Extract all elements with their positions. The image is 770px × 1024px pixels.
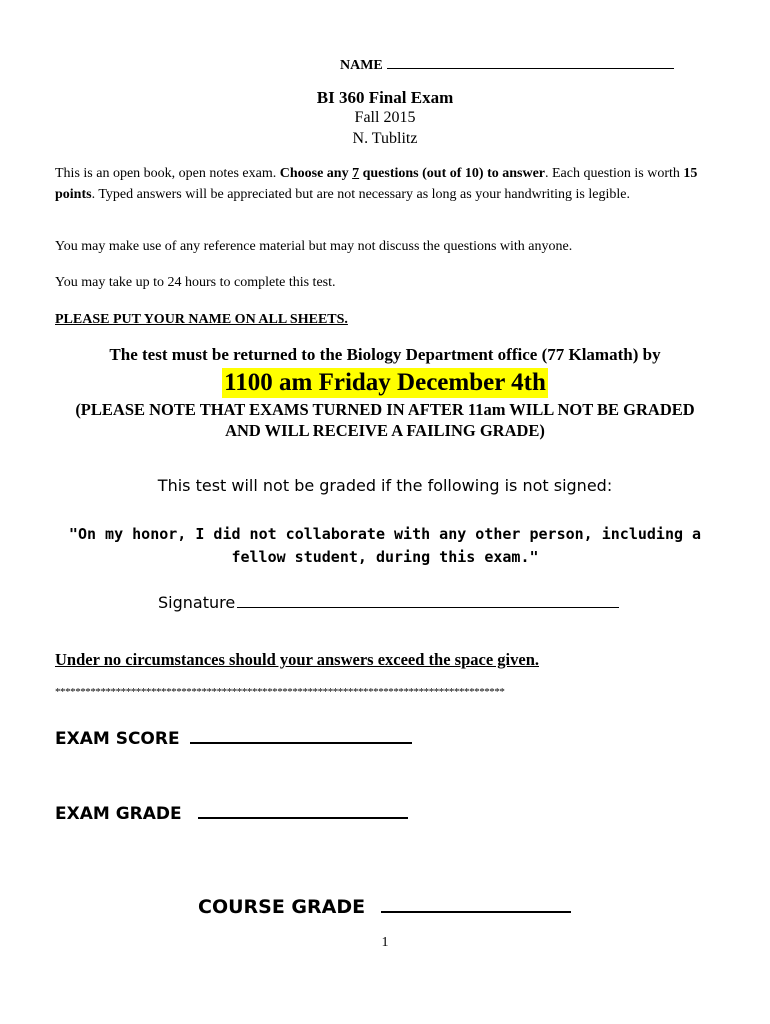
deadline-wrapper: [0, 368, 770, 398]
exam-grade-field[interactable]: [55, 802, 408, 824]
exam-term: Fall 2015: [354, 109, 416, 126]
exam-grade-label: EXAM GRADE: [55, 804, 182, 824]
exam-instructor: N. Tublitz: [352, 130, 418, 147]
name-blank-line[interactable]: [387, 56, 674, 69]
exam-score-blank-line[interactable]: [190, 727, 412, 744]
name-label: NAME: [340, 58, 383, 73]
name-field[interactable]: [340, 56, 674, 74]
course-grade-label: COURSE GRADE: [198, 896, 366, 918]
time-limit-paragraph: You may take up to 24 hours to complete this test.: [55, 275, 336, 290]
course-grade-blank-line[interactable]: [381, 896, 571, 913]
exam-score-field[interactable]: [55, 727, 412, 749]
exam-grade-blank-line[interactable]: [198, 802, 408, 819]
deadline-highlight: 1100 am Friday December 4th: [224, 369, 546, 396]
asterisk-divider: *****************************************************************************************: [55, 686, 505, 698]
signature-field[interactable]: [158, 593, 619, 612]
signature-requirement-note: This test will not be graded if the following is not signed:: [157, 476, 613, 495]
space-warning: Under no circumstances should your answers exceed the space given.: [55, 650, 539, 669]
return-instructions: The test must be returned to the Biology Department office (77 Klamath) by: [109, 345, 661, 364]
page-number: 1: [381, 935, 389, 950]
course-grade-field[interactable]: [198, 896, 571, 918]
name-on-sheets-notice: PLEASE PUT YOUR NAME ON ALL SHEETS.: [55, 312, 348, 327]
reference-paragraph: You may make use of any reference material but may not discuss the questions with anyone.: [55, 239, 573, 254]
honor-statement: "On my honor, I did not collaborate with any other person, including a fellow student, during this exam.": [68, 525, 702, 566]
exam-score-label: EXAM SCORE: [55, 729, 180, 749]
exam-title: BI 360 Final Exam: [316, 88, 454, 107]
late-submission-note: (PLEASE NOTE THAT EXAMS TURNED IN AFTER 11am WILL NOT BE GRADED AND WILL RECEIVE A FAILING GRADE): [75, 400, 695, 440]
signature-blank-line[interactable]: [237, 593, 619, 608]
instructions-paragraph: This is an open book, open notes exam. Choose any 7 questions (out of 10) to answer. Each question is worth 15 points. Typed answers will be appreciated but are not necessary as long as your handwriting is legible.: [55, 166, 698, 202]
signature-label: Signature: [158, 593, 236, 612]
